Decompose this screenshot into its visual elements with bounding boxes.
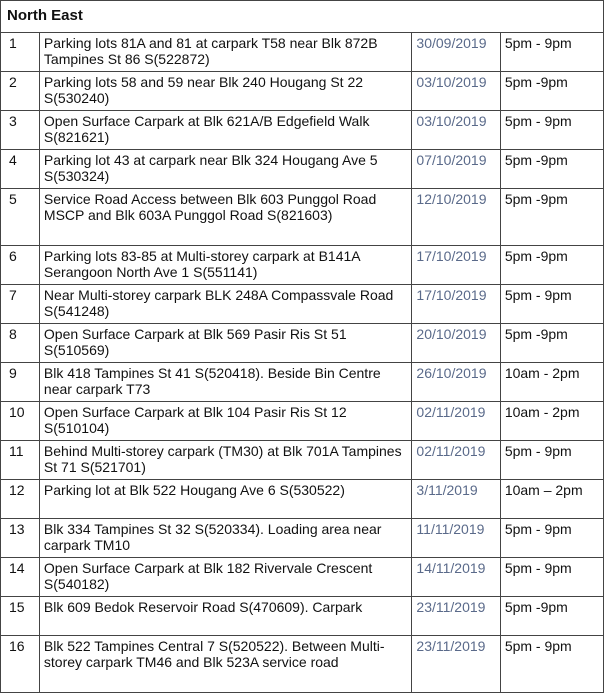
table-row (1, 519, 604, 558)
time-cell: 5pm -9pm (500, 150, 603, 189)
date-cell: 02/11/2019 (412, 441, 500, 480)
table-row (1, 363, 604, 402)
date-cell: 30/09/2019 (412, 33, 500, 72)
table-row (1, 72, 604, 111)
time-cell: 5pm - 9pm (500, 111, 603, 150)
table-row (1, 558, 604, 597)
table-row (1, 402, 604, 441)
table-row (1, 480, 604, 519)
table-row (1, 150, 604, 189)
date-cell: 11/11/2019 (412, 519, 500, 558)
row-number: 1 (1, 33, 40, 72)
row-number: 10 (1, 402, 40, 441)
location-cell: Blk 522 Tampines Central 7 S(520522). Between Multi-storey carpark TM46 and Blk 523A service road (39, 636, 412, 693)
row-number: 5 (1, 189, 40, 246)
date-cell: 20/10/2019 (412, 324, 500, 363)
time-cell: 5pm - 9pm (500, 636, 603, 693)
table-row (1, 285, 604, 324)
row-number: 13 (1, 519, 40, 558)
table-row (1, 246, 604, 285)
region-title: North East (1, 1, 604, 33)
time-cell: 5pm - 9pm (500, 33, 603, 72)
location-cell: Parking lot 43 at carpark near Blk 324 Hougang Ave 5 S(530324) (39, 150, 412, 189)
location-cell: Parking lot at Blk 522 Hougang Ave 6 S(530522) (39, 480, 412, 519)
location-cell: Open Surface Carpark at Blk 182 Rivervale Crescent S(540182) (39, 558, 412, 597)
table-row (1, 597, 604, 636)
location-cell: Blk 609 Bedok Reservoir Road S(470609). Carpark (39, 597, 412, 636)
date-cell: 02/11/2019 (412, 402, 500, 441)
location-cell: Parking lots 81A and 81 at carpark T58 near Blk 872B Tampines St 86 S(522872) (39, 33, 412, 72)
row-number: 12 (1, 480, 40, 519)
time-cell: 5pm - 9pm (500, 285, 603, 324)
table-row (1, 636, 604, 693)
row-number: 11 (1, 441, 40, 480)
row-number: 15 (1, 597, 40, 636)
location-cell: Open Surface Carpark at Blk 569 Pasir Ris St 51 S(510569) (39, 324, 412, 363)
location-cell: Open Surface Carpark at Blk 104 Pasir Ris St 12 S(510104) (39, 402, 412, 441)
date-cell: 03/10/2019 (412, 72, 500, 111)
location-cell: Service Road Access between Blk 603 Punggol Road MSCP and Blk 603A Punggol Road S(821603) (39, 189, 412, 246)
table-row (1, 441, 604, 480)
location-cell: Near Multi-storey carpark BLK 248A Compassvale Road S(541248) (39, 285, 412, 324)
table-row (1, 111, 604, 150)
region-header-row (1, 1, 604, 33)
time-cell: 10am - 2pm (500, 363, 603, 402)
date-cell: 17/10/2019 (412, 246, 500, 285)
row-number: 8 (1, 324, 40, 363)
row-number: 4 (1, 150, 40, 189)
date-cell: 07/10/2019 (412, 150, 500, 189)
row-number: 3 (1, 111, 40, 150)
location-cell: Blk 418 Tampines St 41 S(520418). Beside Bin Centre near carpark T73 (39, 363, 412, 402)
row-number: 2 (1, 72, 40, 111)
date-cell: 26/10/2019 (412, 363, 500, 402)
date-cell: 12/10/2019 (412, 189, 500, 246)
date-cell: 14/11/2019 (412, 558, 500, 597)
time-cell: 5pm -9pm (500, 597, 603, 636)
date-cell: 17/10/2019 (412, 285, 500, 324)
time-cell: 5pm -9pm (500, 189, 603, 246)
time-cell: 5pm -9pm (500, 72, 603, 111)
location-cell: Parking lots 83-85 at Multi-storey carpark at B141A Serangoon North Ave 1 S(551141) (39, 246, 412, 285)
location-cell: Behind Multi-storey carpark (TM30) at Blk 701A Tampines St 71 S(521701) (39, 441, 412, 480)
row-number: 14 (1, 558, 40, 597)
date-cell: 03/10/2019 (412, 111, 500, 150)
location-cell: Blk 334 Tampines St 32 S(520334). Loading area near carpark TM10 (39, 519, 412, 558)
date-cell: 23/11/2019 (412, 636, 500, 693)
row-number: 6 (1, 246, 40, 285)
time-cell: 5pm -9pm (500, 324, 603, 363)
date-cell: 3/11/2019 (412, 480, 500, 519)
table-row (1, 33, 604, 72)
row-number: 9 (1, 363, 40, 402)
time-cell: 5pm - 9pm (500, 441, 603, 480)
location-cell: Open Surface Carpark at Blk 621A/B Edgefield Walk S(821621) (39, 111, 412, 150)
row-number: 7 (1, 285, 40, 324)
time-cell: 10am - 2pm (500, 402, 603, 441)
row-number: 16 (1, 636, 40, 693)
time-cell: 5pm - 9pm (500, 558, 603, 597)
table-row (1, 324, 604, 363)
time-cell: 5pm -9pm (500, 246, 603, 285)
time-cell: 10am – 2pm (500, 480, 603, 519)
time-cell: 5pm - 9pm (500, 519, 603, 558)
location-cell: Parking lots 58 and 59 near Blk 240 Hougang St 22 S(530240) (39, 72, 412, 111)
table-row (1, 189, 604, 246)
date-cell: 23/11/2019 (412, 597, 500, 636)
